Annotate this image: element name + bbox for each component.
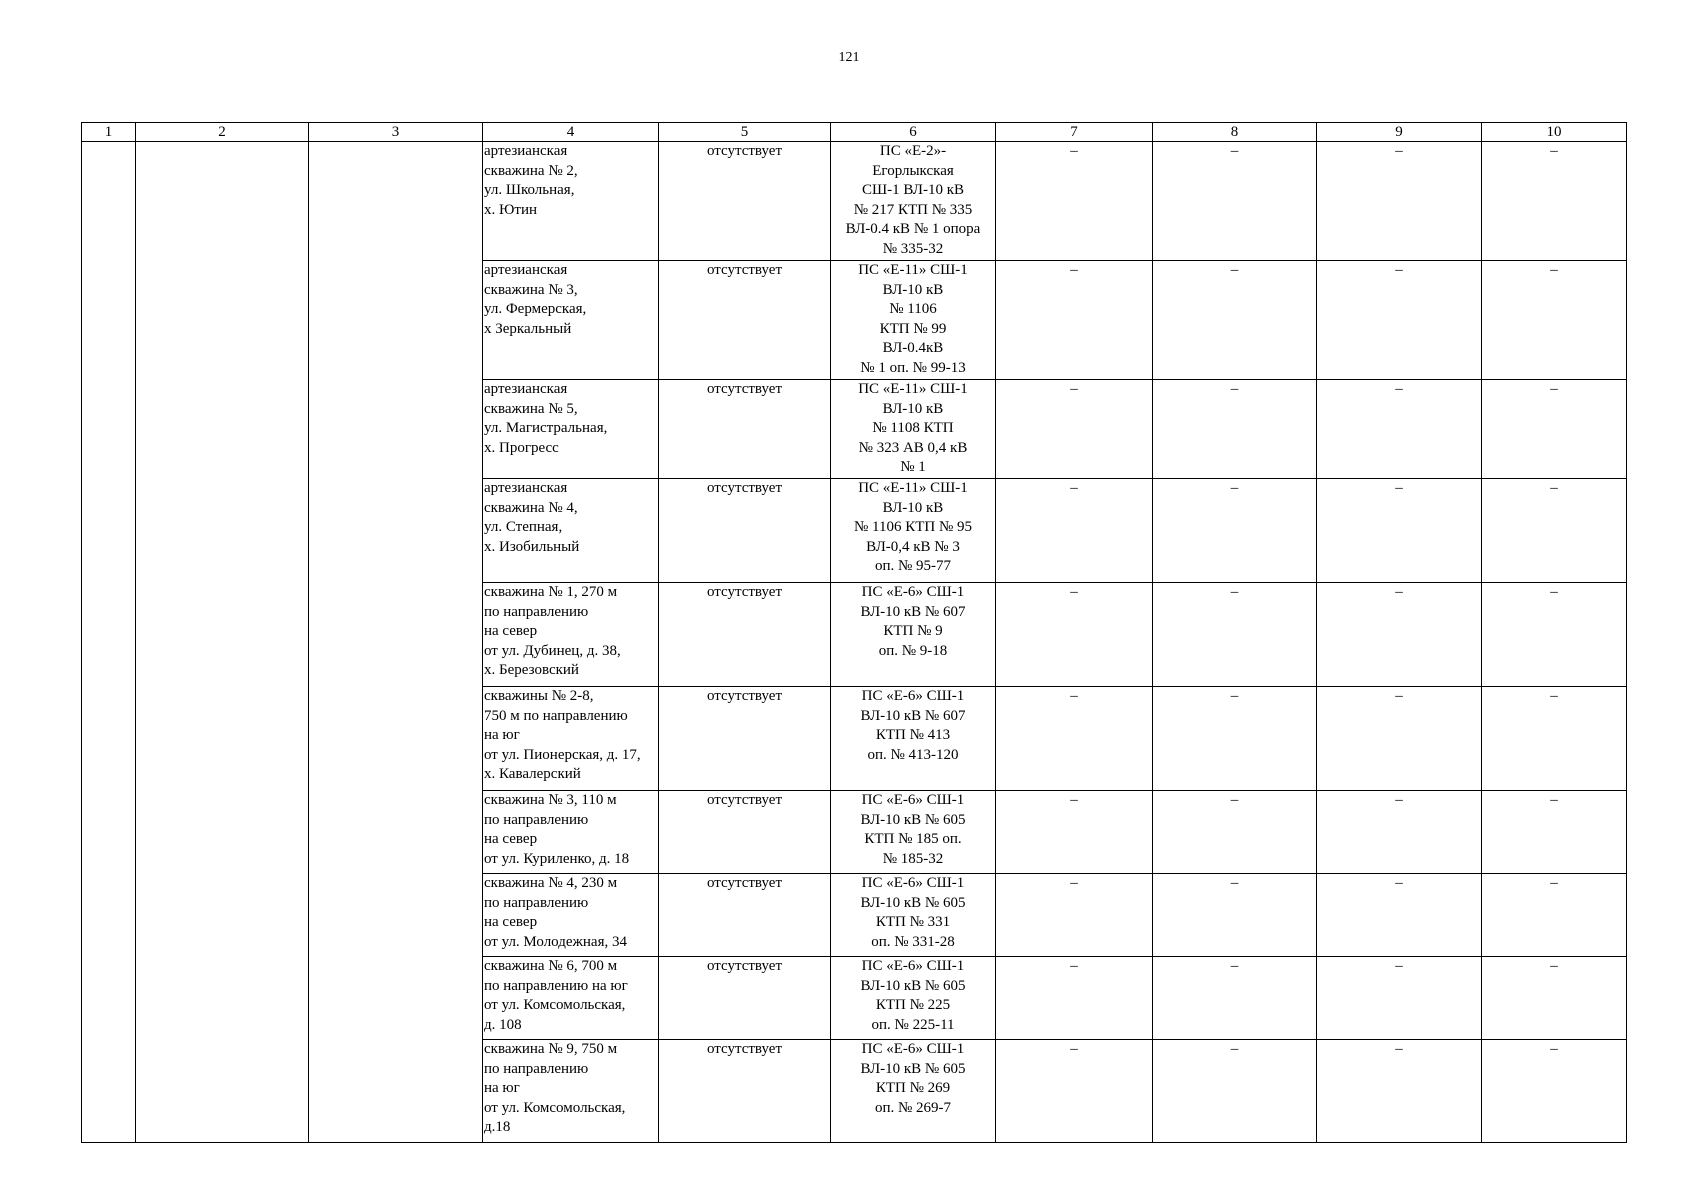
dash-cell: – bbox=[1317, 583, 1482, 687]
page-number: 121 bbox=[838, 50, 860, 65]
merged-column-2 bbox=[136, 142, 309, 1143]
power-source-cell: ПС «Е-11» СШ-1 ВЛ-10 кВ № 1106 КТП № 99 ВЛ-0.4кВ № 1 оп. № 99-13 bbox=[831, 261, 996, 380]
dash-cell: – bbox=[1153, 687, 1317, 791]
status-cell: отсутствует bbox=[659, 380, 831, 479]
dash-cell: – bbox=[996, 874, 1153, 957]
power-source-cell: ПС «Е-6» СШ-1 ВЛ-10 кВ № 605 КТП № 225 оп. № 225-11 bbox=[831, 957, 996, 1040]
column-header-8: 8 bbox=[1153, 123, 1317, 142]
object-cell: скважина № 9, 750 м по направлению на юг от ул. Комсомольская, д.18 bbox=[483, 1040, 659, 1143]
status-cell: отсутствует bbox=[659, 261, 831, 380]
dash-cell: – bbox=[1317, 957, 1482, 1040]
dash-cell: – bbox=[1482, 687, 1627, 791]
dash-cell: – bbox=[1482, 380, 1627, 479]
infrastructure-table bbox=[81, 122, 1627, 1143]
dash-cell: – bbox=[996, 583, 1153, 687]
dash-cell: – bbox=[996, 380, 1153, 479]
dash-cell: – bbox=[1153, 791, 1317, 874]
merged-column-1 bbox=[82, 142, 136, 1143]
header-row bbox=[82, 123, 1627, 142]
object-cell: скважина № 3, 110 м по направлению на север от ул. Куриленко, д. 18 bbox=[483, 791, 659, 874]
dash-cell: – bbox=[996, 791, 1153, 874]
power-source-cell: ПС «Е-6» СШ-1 ВЛ-10 кВ № 607 КТП № 9 оп. № 9-18 bbox=[831, 583, 996, 687]
column-header-9: 9 bbox=[1317, 123, 1482, 142]
dash-cell: – bbox=[996, 479, 1153, 583]
power-source-cell: ПС «Е-6» СШ-1 ВЛ-10 кВ № 605 КТП № 185 оп. № 185-32 bbox=[831, 791, 996, 874]
dash-cell: – bbox=[1482, 261, 1627, 380]
dash-cell: – bbox=[1317, 261, 1482, 380]
dash-cell: – bbox=[996, 957, 1153, 1040]
dash-cell: – bbox=[1317, 791, 1482, 874]
object-cell: скважина № 1, 270 м по направлению на север от ул. Дубинец, д. 38, х. Березовский bbox=[483, 583, 659, 687]
column-header-1: 1 bbox=[82, 123, 136, 142]
object-cell: артезианская скважина № 5, ул. Магистральная, х. Прогресс bbox=[483, 380, 659, 479]
dash-cell: – bbox=[1317, 874, 1482, 957]
dash-cell: – bbox=[1153, 479, 1317, 583]
status-cell: отсутствует bbox=[659, 583, 831, 687]
power-source-cell: ПС «Е-6» СШ-1 ВЛ-10 кВ № 605 КТП № 269 оп. № 269-7 bbox=[831, 1040, 996, 1143]
dash-cell: – bbox=[1153, 1040, 1317, 1143]
power-source-cell: ПС «Е-2»- Егорлыкская СШ-1 ВЛ-10 кВ № 217 КТП № 335 ВЛ-0.4 кВ № 1 опора № 335-32 bbox=[831, 142, 996, 261]
column-header-10: 10 bbox=[1482, 123, 1627, 142]
column-header-5: 5 bbox=[659, 123, 831, 142]
status-cell: отсутствует bbox=[659, 874, 831, 957]
power-source-cell: ПС «Е-6» СШ-1 ВЛ-10 кВ № 605 КТП № 331 оп. № 331-28 bbox=[831, 874, 996, 957]
status-cell: отсутствует bbox=[659, 142, 831, 261]
object-cell: скважина № 4, 230 м по направлению на север от ул. Молодежная, 34 bbox=[483, 874, 659, 957]
status-cell: отсутствует bbox=[659, 957, 831, 1040]
dash-cell: – bbox=[1482, 583, 1627, 687]
dash-cell: – bbox=[1482, 874, 1627, 957]
dash-cell: – bbox=[1153, 874, 1317, 957]
object-cell: артезианская скважина № 4, ул. Степная, х. Изобильный bbox=[483, 479, 659, 583]
column-header-2: 2 bbox=[136, 123, 309, 142]
dash-cell: – bbox=[1482, 957, 1627, 1040]
dash-cell: – bbox=[1153, 583, 1317, 687]
dash-cell: – bbox=[1482, 479, 1627, 583]
object-cell: артезианская скважина № 3, ул. Фермерская, х Зеркальный bbox=[483, 261, 659, 380]
column-header-3: 3 bbox=[309, 123, 483, 142]
object-cell: скважина № 6, 700 м по направлению на юг от ул. Комсомольская, д. 108 bbox=[483, 957, 659, 1040]
table-row bbox=[82, 142, 1627, 261]
dash-cell: – bbox=[1317, 479, 1482, 583]
dash-cell: – bbox=[1482, 791, 1627, 874]
object-cell: артезианская скважина № 2, ул. Школьная, х. Ютин bbox=[483, 142, 659, 261]
dash-cell: – bbox=[1153, 142, 1317, 261]
power-source-cell: ПС «Е-11» СШ-1 ВЛ-10 кВ № 1106 КТП № 95 ВЛ-0,4 кВ № 3 оп. № 95-77 bbox=[831, 479, 996, 583]
dash-cell: – bbox=[996, 1040, 1153, 1143]
status-cell: отсутствует bbox=[659, 479, 831, 583]
dash-cell: – bbox=[996, 687, 1153, 791]
merged-column-3 bbox=[309, 142, 483, 1143]
dash-cell: – bbox=[1317, 380, 1482, 479]
dash-cell: – bbox=[1317, 142, 1482, 261]
column-header-6: 6 bbox=[831, 123, 996, 142]
dash-cell: – bbox=[1317, 687, 1482, 791]
dash-cell: – bbox=[1482, 1040, 1627, 1143]
power-source-cell: ПС «Е-6» СШ-1 ВЛ-10 кВ № 607 КТП № 413 оп. № 413-120 bbox=[831, 687, 996, 791]
dash-cell: – bbox=[1482, 142, 1627, 261]
status-cell: отсутствует bbox=[659, 687, 831, 791]
column-header-4: 4 bbox=[483, 123, 659, 142]
status-cell: отсутствует bbox=[659, 791, 831, 874]
object-cell: скважины № 2-8, 750 м по направлению на юг от ул. Пионерская, д. 17, х. Кавалерский bbox=[483, 687, 659, 791]
power-source-cell: ПС «Е-11» СШ-1 ВЛ-10 кВ № 1108 КТП № 323 АВ 0,4 кВ № 1 bbox=[831, 380, 996, 479]
column-header-7: 7 bbox=[996, 123, 1153, 142]
status-cell: отсутствует bbox=[659, 1040, 831, 1143]
dash-cell: – bbox=[1153, 261, 1317, 380]
dash-cell: – bbox=[996, 142, 1153, 261]
dash-cell: – bbox=[1317, 1040, 1482, 1143]
dash-cell: – bbox=[996, 261, 1153, 380]
dash-cell: – bbox=[1153, 380, 1317, 479]
dash-cell: – bbox=[1153, 957, 1317, 1040]
